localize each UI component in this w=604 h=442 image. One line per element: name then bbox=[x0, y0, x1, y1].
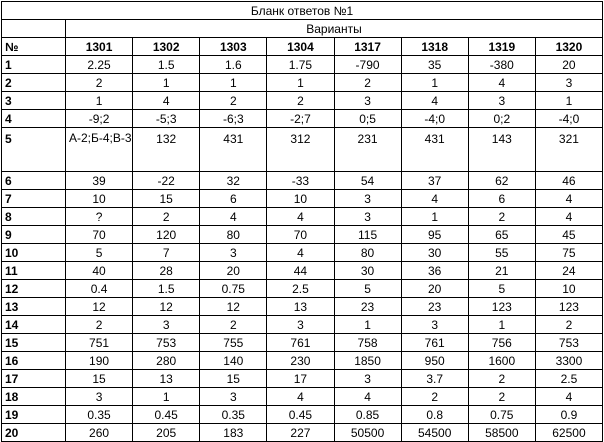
variants-label: Варианты bbox=[66, 20, 603, 38]
answer-cell: 30 bbox=[334, 262, 401, 280]
answer-cell: 4 bbox=[334, 388, 401, 406]
answer-cell: 758 bbox=[334, 334, 401, 352]
table-row bbox=[2, 280, 603, 298]
answer-cell: 753 bbox=[133, 334, 200, 352]
answer-cell: 2.5 bbox=[267, 280, 334, 298]
answer-cell: 2 bbox=[535, 316, 602, 334]
answer-cell: 40 bbox=[66, 262, 133, 280]
answer-cell: 230 bbox=[267, 352, 334, 370]
variant-header: 1303 bbox=[200, 38, 267, 56]
answer-cell: 431 bbox=[401, 128, 468, 172]
table-row bbox=[2, 128, 603, 172]
answer-cell: 36 bbox=[401, 262, 468, 280]
answer-cell: -6;3 bbox=[200, 110, 267, 128]
answer-cell: 4 bbox=[401, 190, 468, 208]
question-number: 12 bbox=[2, 280, 66, 298]
answer-cell: 62500 bbox=[535, 424, 602, 442]
answer-cell: 950 bbox=[401, 352, 468, 370]
answer-cell: 0.35 bbox=[66, 406, 133, 424]
answers-body bbox=[2, 56, 603, 442]
answer-cell: 2 bbox=[200, 92, 267, 110]
title-row bbox=[2, 2, 603, 20]
answer-cell: 5 bbox=[66, 244, 133, 262]
variant-header: 1301 bbox=[66, 38, 133, 56]
answer-cell: 2 bbox=[267, 92, 334, 110]
answer-cell: 12 bbox=[66, 298, 133, 316]
answer-cell: 3 bbox=[401, 316, 468, 334]
answer-cell: 44 bbox=[267, 262, 334, 280]
answer-cell: 7 bbox=[133, 244, 200, 262]
answer-cell: -4;0 bbox=[535, 110, 602, 128]
answer-cell: 756 bbox=[468, 334, 535, 352]
table-row bbox=[2, 262, 603, 280]
answer-cell: ? bbox=[66, 208, 133, 226]
answers-table bbox=[1, 1, 603, 442]
answer-cell: 4 bbox=[267, 244, 334, 262]
question-number: 14 bbox=[2, 316, 66, 334]
question-number: 8 bbox=[2, 208, 66, 226]
answer-cell: 3 bbox=[334, 208, 401, 226]
answer-cell: 2 bbox=[468, 388, 535, 406]
question-number: 11 bbox=[2, 262, 66, 280]
answer-cell: 12 bbox=[200, 298, 267, 316]
answer-cell: 10 bbox=[66, 190, 133, 208]
answer-cell: 75 bbox=[535, 244, 602, 262]
answer-cell: 1.6 bbox=[200, 56, 267, 74]
answer-cell: 4 bbox=[535, 388, 602, 406]
header-row bbox=[2, 38, 603, 56]
answer-cell: 1 bbox=[535, 92, 602, 110]
answer-cell: 3 bbox=[200, 244, 267, 262]
answer-cell: 183 bbox=[200, 424, 267, 442]
answer-cell: 4 bbox=[267, 388, 334, 406]
question-number: 1 bbox=[2, 56, 66, 74]
answer-cell: 70 bbox=[267, 226, 334, 244]
variant-header: 1318 bbox=[401, 38, 468, 56]
answer-cell: 35 bbox=[401, 56, 468, 74]
answer-cell: -22 bbox=[133, 172, 200, 190]
table-row bbox=[2, 56, 603, 74]
empty-corner-cell bbox=[2, 20, 66, 38]
answer-cell: 120 bbox=[133, 226, 200, 244]
table-row bbox=[2, 388, 603, 406]
question-number: 2 bbox=[2, 74, 66, 92]
answer-cell: 23 bbox=[401, 298, 468, 316]
table-row bbox=[2, 298, 603, 316]
answer-cell: 15 bbox=[133, 190, 200, 208]
question-number: 10 bbox=[2, 244, 66, 262]
answer-cell: 0.8 bbox=[401, 406, 468, 424]
answer-cell: 65 bbox=[468, 226, 535, 244]
answer-cell: 58500 bbox=[468, 424, 535, 442]
answer-cell: 1 bbox=[66, 92, 133, 110]
answer-cell: 37 bbox=[401, 172, 468, 190]
answer-cell: 0.85 bbox=[334, 406, 401, 424]
answer-cell: 190 bbox=[66, 352, 133, 370]
question-number: 16 bbox=[2, 352, 66, 370]
answer-cell: 761 bbox=[401, 334, 468, 352]
answer-cell: 0;5 bbox=[334, 110, 401, 128]
answer-cell: 280 bbox=[133, 352, 200, 370]
answer-cell: 3300 bbox=[535, 352, 602, 370]
answer-cell: 3 bbox=[66, 388, 133, 406]
answer-cell: 15 bbox=[66, 370, 133, 388]
number-header: № bbox=[2, 38, 66, 56]
table-row bbox=[2, 190, 603, 208]
answer-cell: 0.4 bbox=[66, 280, 133, 298]
table-row bbox=[2, 244, 603, 262]
answer-cell: 231 bbox=[334, 128, 401, 172]
answer-cell: 2 bbox=[66, 316, 133, 334]
answer-cell: 46 bbox=[535, 172, 602, 190]
answer-cell: 20 bbox=[200, 262, 267, 280]
answer-cell: 761 bbox=[267, 334, 334, 352]
answer-cell: 3 bbox=[200, 388, 267, 406]
answer-cell: -4;0 bbox=[401, 110, 468, 128]
variant-header: 1317 bbox=[334, 38, 401, 56]
answer-cell: 3 bbox=[334, 370, 401, 388]
answer-cell: 4 bbox=[401, 92, 468, 110]
question-number: 3 bbox=[2, 92, 66, 110]
answer-cell: 54 bbox=[334, 172, 401, 190]
answer-cell: 3 bbox=[334, 190, 401, 208]
answer-cell: 2 bbox=[200, 316, 267, 334]
question-number: 17 bbox=[2, 370, 66, 388]
table-row bbox=[2, 110, 603, 128]
answer-cell: 227 bbox=[267, 424, 334, 442]
answer-cell: 70 bbox=[66, 226, 133, 244]
variant-header: 1320 bbox=[535, 38, 602, 56]
answer-cell: 0.9 bbox=[535, 406, 602, 424]
answer-cell: 3 bbox=[133, 316, 200, 334]
question-number: 20 bbox=[2, 424, 66, 442]
answer-cell: -33 bbox=[267, 172, 334, 190]
answer-cell: 30 bbox=[401, 244, 468, 262]
table-row bbox=[2, 226, 603, 244]
answer-cell: 2 bbox=[133, 208, 200, 226]
answer-cell: 140 bbox=[200, 352, 267, 370]
answer-cell: 431 bbox=[200, 128, 267, 172]
answer-cell: 4 bbox=[133, 92, 200, 110]
table-row bbox=[2, 424, 603, 442]
answer-cell: 5 bbox=[334, 280, 401, 298]
answer-cell: -790 bbox=[334, 56, 401, 74]
answer-cell: 17 bbox=[267, 370, 334, 388]
answer-cell: 0;2 bbox=[468, 110, 535, 128]
answer-cell: 1 bbox=[267, 74, 334, 92]
answer-cell: 45 bbox=[535, 226, 602, 244]
answer-cell: 2.25 bbox=[66, 56, 133, 74]
question-number: 9 bbox=[2, 226, 66, 244]
question-number: 13 bbox=[2, 298, 66, 316]
answer-cell: 39 bbox=[66, 172, 133, 190]
answer-cell: А-2;Б-4;В-3 bbox=[66, 128, 133, 172]
answer-cell: 1 bbox=[133, 388, 200, 406]
table-row bbox=[2, 74, 603, 92]
answer-cell: 1 bbox=[334, 316, 401, 334]
table-row bbox=[2, 370, 603, 388]
answer-cell: 1600 bbox=[468, 352, 535, 370]
answer-cell: 260 bbox=[66, 424, 133, 442]
answer-cell: 1.75 bbox=[267, 56, 334, 74]
question-number: 5 bbox=[2, 128, 66, 172]
answer-cell: 123 bbox=[535, 298, 602, 316]
answer-cell: 751 bbox=[66, 334, 133, 352]
answer-cell: 4 bbox=[267, 208, 334, 226]
answer-cell: 2 bbox=[468, 370, 535, 388]
answer-cell: 3 bbox=[267, 316, 334, 334]
answer-cell: 2.5 bbox=[535, 370, 602, 388]
sheet-title: Бланк ответов №1 bbox=[2, 2, 603, 20]
answer-cell: 2 bbox=[401, 388, 468, 406]
answer-cell: 2 bbox=[66, 74, 133, 92]
answer-cell: 115 bbox=[334, 226, 401, 244]
table-row bbox=[2, 208, 603, 226]
answer-cell: 0.75 bbox=[200, 280, 267, 298]
question-number: 4 bbox=[2, 110, 66, 128]
question-number: 6 bbox=[2, 172, 66, 190]
answer-cell: 15 bbox=[200, 370, 267, 388]
answer-cell: 32 bbox=[200, 172, 267, 190]
answer-cell: 12 bbox=[133, 298, 200, 316]
answer-cell: 3 bbox=[468, 92, 535, 110]
table-row bbox=[2, 316, 603, 334]
answer-cell: 755 bbox=[200, 334, 267, 352]
answer-cell: 0.45 bbox=[267, 406, 334, 424]
answer-cell: 95 bbox=[401, 226, 468, 244]
answer-cell: 1.5 bbox=[133, 56, 200, 74]
answer-cell: -5;3 bbox=[133, 110, 200, 128]
answer-cell: 1 bbox=[200, 74, 267, 92]
answer-cell: 4 bbox=[468, 74, 535, 92]
answer-cell: -9;2 bbox=[66, 110, 133, 128]
answer-cell: 80 bbox=[200, 226, 267, 244]
variant-header: 1302 bbox=[133, 38, 200, 56]
answer-cell: 5 bbox=[468, 280, 535, 298]
variants-row bbox=[2, 20, 603, 38]
answer-cell: 55 bbox=[468, 244, 535, 262]
answer-cell: 4 bbox=[535, 208, 602, 226]
answer-cell: 10 bbox=[535, 280, 602, 298]
table-row bbox=[2, 92, 603, 110]
question-number: 19 bbox=[2, 406, 66, 424]
answer-cell: 4 bbox=[200, 208, 267, 226]
answer-cell: 20 bbox=[535, 56, 602, 74]
answer-cell: 321 bbox=[535, 128, 602, 172]
answer-cell: -2;7 bbox=[267, 110, 334, 128]
answer-cell: 2 bbox=[468, 208, 535, 226]
answer-cell: 6 bbox=[200, 190, 267, 208]
answer-cell: 1 bbox=[401, 74, 468, 92]
answer-cell: 13 bbox=[133, 370, 200, 388]
answer-cell: 3 bbox=[535, 74, 602, 92]
answer-cell: 2 bbox=[334, 74, 401, 92]
answer-cell: 143 bbox=[468, 128, 535, 172]
answer-cell: 80 bbox=[334, 244, 401, 262]
answer-cell: 54500 bbox=[401, 424, 468, 442]
question-number: 7 bbox=[2, 190, 66, 208]
answer-cell: 205 bbox=[133, 424, 200, 442]
answer-cell: 123 bbox=[468, 298, 535, 316]
answer-cell: 6 bbox=[468, 190, 535, 208]
question-number: 18 bbox=[2, 388, 66, 406]
answer-cell: 4 bbox=[535, 190, 602, 208]
question-number: 15 bbox=[2, 334, 66, 352]
answer-cell: -380 bbox=[468, 56, 535, 74]
answer-cell: 312 bbox=[267, 128, 334, 172]
answer-cell: 753 bbox=[535, 334, 602, 352]
table-row bbox=[2, 172, 603, 190]
answer-cell: 0.35 bbox=[200, 406, 267, 424]
table-row bbox=[2, 406, 603, 424]
answer-cell: 50500 bbox=[334, 424, 401, 442]
answer-cell: 132 bbox=[133, 128, 200, 172]
table-row bbox=[2, 334, 603, 352]
answer-cell: 0.75 bbox=[468, 406, 535, 424]
answer-cell: 13 bbox=[267, 298, 334, 316]
answer-cell: 10 bbox=[267, 190, 334, 208]
answer-cell: 1 bbox=[401, 208, 468, 226]
answer-cell: 28 bbox=[133, 262, 200, 280]
answer-cell: 21 bbox=[468, 262, 535, 280]
answer-cell: 20 bbox=[401, 280, 468, 298]
answer-cell: 62 bbox=[468, 172, 535, 190]
answer-cell: 1 bbox=[133, 74, 200, 92]
answer-cell: 1850 bbox=[334, 352, 401, 370]
variant-header: 1304 bbox=[267, 38, 334, 56]
answer-cell: 3 bbox=[334, 92, 401, 110]
answer-cell: 1.5 bbox=[133, 280, 200, 298]
answer-cell: 23 bbox=[334, 298, 401, 316]
answer-cell: 3.7 bbox=[401, 370, 468, 388]
table-row bbox=[2, 352, 603, 370]
answer-cell: 0.45 bbox=[133, 406, 200, 424]
variant-header: 1319 bbox=[468, 38, 535, 56]
answer-cell: 1 bbox=[468, 316, 535, 334]
answer-cell: 24 bbox=[535, 262, 602, 280]
